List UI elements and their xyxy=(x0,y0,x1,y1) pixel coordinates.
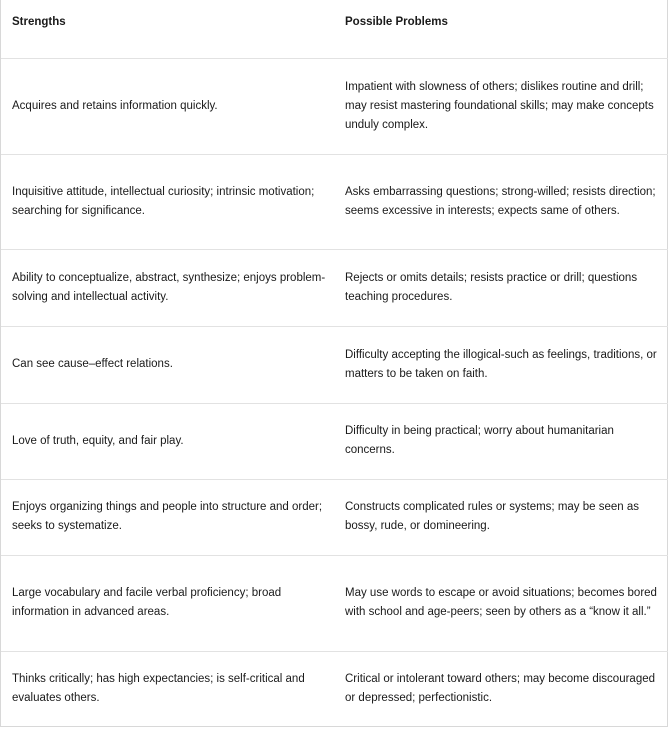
strength-cell: Inquisitive attitude, intellectual curiosity; intrinsic motivation; searching for significance. xyxy=(1,154,334,249)
problem-cell: Rejects or omits details; resists practice or drill; questions teaching procedures. xyxy=(334,249,668,326)
problem-cell: May use words to escape or avoid situations; becomes bored with school and age-peers; seen by others as a “know it all.” xyxy=(334,555,668,651)
strength-cell: Can see cause–effect relations. xyxy=(1,326,334,403)
table-header-row xyxy=(1,0,668,58)
strength-cell: Large vocabulary and facile verbal proficiency; broad information in advanced areas. xyxy=(1,555,334,651)
problem-cell: Impatient with slowness of others; dislikes routine and drill; may resist mastering foundational skills; may make concepts unduly complex. xyxy=(334,58,668,154)
table-row xyxy=(1,154,668,249)
table-row xyxy=(1,403,668,479)
problem-cell: Difficulty in being practical; worry about humanitarian concerns. xyxy=(334,403,668,479)
table-row xyxy=(1,479,668,555)
problem-cell: Critical or intolerant toward others; may become discouraged or depressed; perfectionistic. xyxy=(345,673,656,705)
header-strengths: Strengths xyxy=(1,0,334,58)
header-possible-problems: Possible Problems xyxy=(334,0,668,58)
table-row xyxy=(1,651,668,727)
strengths-problems-table xyxy=(1,0,668,727)
strength-cell: Love of truth, equity, and fair play. xyxy=(1,403,334,479)
problem-cell: Asks embarrassing questions; strong-willed; resists direction; seems excessive in interests; expects same of others. xyxy=(334,154,668,249)
table-row xyxy=(1,326,668,403)
strength-cell: Acquires and retains information quickly. xyxy=(1,58,334,154)
table-row xyxy=(1,555,668,651)
problem-cell: Constructs complicated rules or systems; may be seen as bossy, rude, or domineering. xyxy=(334,479,668,555)
strength-cell: Ability to conceptualize, abstract, synthesize; enjoys problem-solving and intellectual activity. xyxy=(1,249,334,326)
strength-cell: Thinks critically; has high expectancies; is self-critical and evaluates others. xyxy=(12,673,305,705)
table-row xyxy=(1,249,668,326)
strength-cell: Enjoys organizing things and people into structure and order; seeks to systematize. xyxy=(1,479,334,555)
problem-cell: Difficulty accepting the illogical-such as feelings, traditions, or matters to be taken on faith. xyxy=(334,326,668,403)
table-row xyxy=(1,58,668,154)
